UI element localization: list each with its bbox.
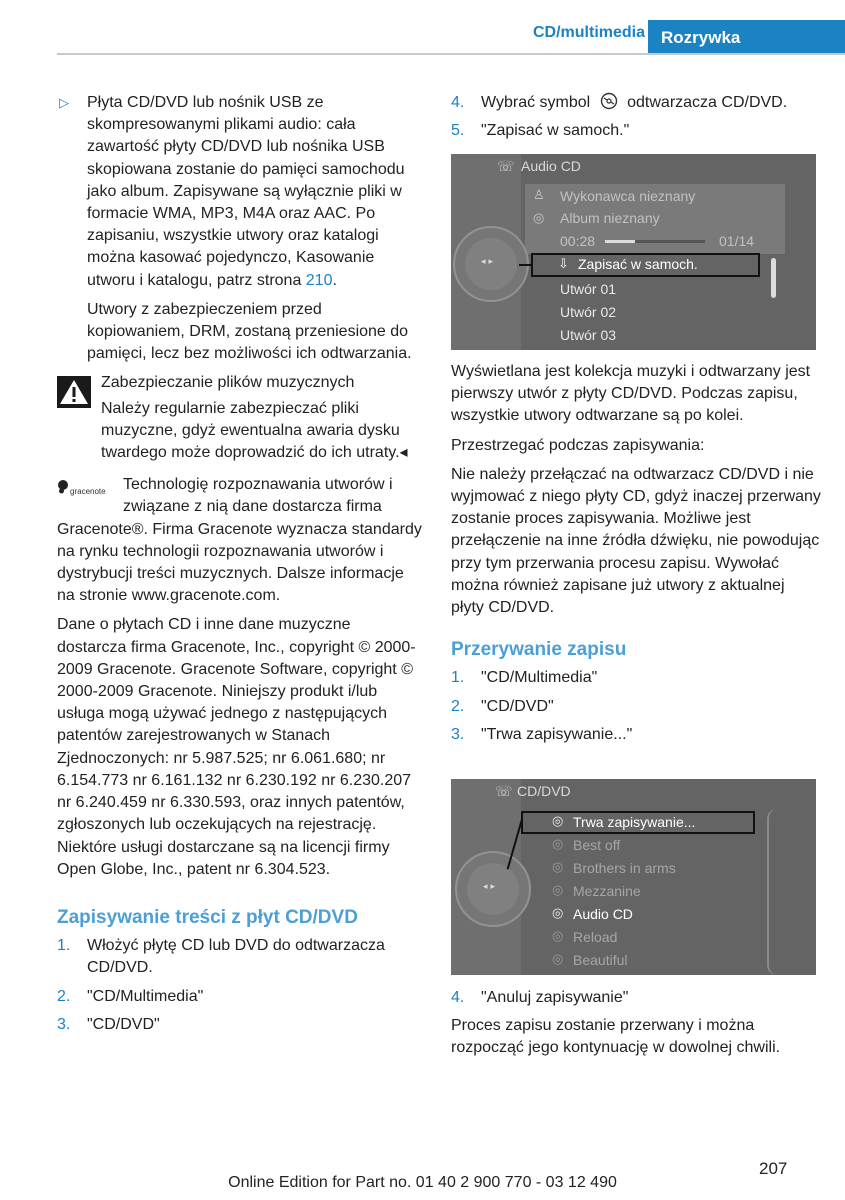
- controller-knob[interactable]: [455, 851, 531, 927]
- step-text: "CD/DVD": [87, 1015, 160, 1033]
- artist-label: Wykonawca nieznany: [560, 188, 696, 204]
- step-number: 5.: [451, 122, 465, 140]
- page-link[interactable]: 210: [305, 271, 333, 289]
- list-item: [451, 120, 821, 142]
- step-text: "CD/Multimedia": [87, 987, 204, 1005]
- save-to-car-icon: ⇩: [558, 256, 569, 271]
- step-number: 3.: [451, 725, 465, 743]
- album-icon: ◎: [533, 210, 545, 225]
- gracenote-block: [57, 474, 423, 607]
- section-heading-saving: Zapisywanie treści z płyt CD/DVD: [57, 906, 358, 928]
- track-counter: 01/14: [719, 233, 755, 249]
- page-number: 207: [759, 1159, 788, 1178]
- album-item[interactable]: Audio CD: [573, 906, 633, 922]
- paragraph: Proces zapisu zostanie przerwany i można rozpocząć jego kontynuację w dowolnej chwili.: [451, 1017, 781, 1057]
- step-number: 1.: [57, 937, 71, 955]
- step-text: "CD/DVD": [481, 697, 554, 715]
- cd-disc-icon: [599, 92, 619, 110]
- warning-text: Należy regularnie zabezpieczać pliki muzyczne, gdyż ewentualna awaria dysku twardego może doprowadzić do ich utraty.◂: [101, 399, 408, 462]
- step-number: 3.: [57, 1015, 71, 1033]
- list-item: [451, 667, 821, 689]
- bullet-text-end: .: [332, 271, 337, 289]
- step-number: 4.: [451, 989, 465, 1006]
- header-chapter-tab: Rozrywka: [648, 20, 845, 55]
- scrollbar[interactable]: [771, 258, 776, 298]
- warning-block: [57, 372, 423, 464]
- album-item[interactable]: Best off: [573, 837, 621, 853]
- disc-icon: ◎: [552, 836, 564, 851]
- track-item[interactable]: Utwór 02: [560, 304, 617, 320]
- drm-note: Utwory z zabezpieczeniem przed kopiowaniem, DRM, zostaną przeniesione do pamięci, lecz bez możliwości ich odtwarzania.: [87, 300, 412, 363]
- paragraph: Nie należy przełączać na odtwarzacz CD/DVD i nie wyjmować z niego płyty CD, gdyż inaczej przerwany zostanie proces zapisywania. Możliwe jest przełączenie na inne źródła dźwięku, nie powodując przy tym przerwania procesu zapisu. Wywołać można również zapisane już utwory z aktualnej płyty CD/DVD.: [451, 465, 821, 617]
- album-item[interactable]: Reload: [573, 929, 618, 945]
- disc-icon: ◎: [552, 859, 564, 874]
- bullet-text: Płyta CD/DVD lub nośnik USB ze skompresowanymi plikami audio: cała zawartość płyty CD/DVD lub nośnika USB skopiowana zostanie do pamięci samochodu jako album. Zapisywane są wyłącznie pliki w formacie WMA, MP3, M4A oraz AAC. Po zapisaniu, wszystkie utwory oraz katalogi można kasować pojedynczo, Kasowanie utworu i katalogu, patrz strona: [87, 94, 405, 289]
- disc-icon: ◎: [552, 905, 564, 920]
- screen-edge-arc: [767, 809, 779, 975]
- step-text: "Zapisać w samoch.": [481, 122, 630, 140]
- step-number: 1.: [451, 669, 465, 687]
- artist-icon: ♙: [533, 187, 545, 202]
- paragraph: Wyświetlana jest kolekcja muzyki i odtwarzany jest pierwszy utwór z płyty CD/DVD. Podczas zapisu, wszystkie utwory odtwarzane są po kolei.: [451, 363, 811, 425]
- warning-title: Zabezpieczanie plików muzycznych: [101, 374, 355, 392]
- copyright-text: Dane o płytach CD i inne dane muzyczne dostarcza firma Gracenote, Inc., copyright © 2000-2009 Gracenote. Gracenote Software, copyright © 2000-2009 Gracenote. Niniejszy produkt i/lub usługa mogą używać jednego z następujących patentów zarejestrowanych w Stanach Zjednoczonych: nr 5.987.525; nr 6.061.680; nr 6.154.773 nr 6.161.132 nr 6.230.192 nr 6.230.207 nr 6.240.459 nr 6.330.593, oraz innych patentów, zgłoszonych lub oczekujących na rejestrację. Niektóre usługi dostarczane są na licencji firmy Open Globe, Inc., patent nr 6.304.523.: [57, 616, 416, 878]
- track-item[interactable]: Utwór 03: [560, 327, 617, 343]
- step-text: Wybrać symbol: [481, 94, 591, 111]
- list-item: [451, 724, 821, 746]
- step-number: 2.: [57, 987, 71, 1005]
- idrive-screen-audio-cd: [451, 154, 816, 350]
- progress-fill: [605, 240, 635, 243]
- disc-icon: ◎: [552, 882, 564, 897]
- elapsed-time: 00:28: [560, 233, 596, 249]
- gracenote-logo: [57, 476, 117, 496]
- warning-icon: [57, 376, 91, 408]
- progress-track: [605, 240, 705, 243]
- right-column-middle: [451, 361, 821, 752]
- album-item[interactable]: Brothers in arms: [573, 860, 676, 876]
- disc-icon: ◎: [552, 928, 564, 943]
- screen-title: CD/DVD: [517, 783, 571, 799]
- header-divider: [57, 53, 845, 55]
- idrive-screen-cd-dvd: [451, 779, 816, 975]
- left-column: [57, 92, 423, 1042]
- right-column-bottom: [451, 987, 821, 1067]
- step-text: Włożyć płytę CD lub DVD do odtwarzacza CD/DVD.: [87, 937, 385, 977]
- right-column-top: [451, 92, 821, 148]
- knob-arrows-icon: ◂▸: [483, 881, 499, 891]
- screen-title: Audio CD: [521, 158, 581, 174]
- gracenote-logo-text: gracenote: [70, 487, 106, 497]
- track-item[interactable]: Utwór 01: [560, 281, 617, 297]
- list-item: [57, 1014, 423, 1036]
- album-item[interactable]: Beautiful: [573, 952, 628, 968]
- paragraph: Przestrzegać podczas zapisywania:: [451, 436, 705, 454]
- album-item[interactable]: Mezzanine: [573, 883, 641, 899]
- list-item: [57, 986, 423, 1008]
- controller-knob[interactable]: [453, 226, 529, 302]
- step-text: "Anuluj zapisywanie": [481, 989, 629, 1006]
- list-item: [57, 935, 423, 979]
- triangle-bullet-icon: ▷: [59, 95, 69, 110]
- step-text: "CD/Multimedia": [481, 669, 598, 687]
- list-item: [451, 696, 821, 718]
- album-label: Album nieznany: [560, 210, 660, 226]
- menu-item-save-to-car[interactable]: Zapisać w samoch.: [578, 256, 698, 272]
- list-item: [451, 987, 821, 1009]
- settings-icon: ☏: [495, 783, 513, 799]
- menu-item-saving[interactable]: Trwa zapisywanie...: [573, 814, 696, 830]
- settings-icon: ☏: [497, 158, 515, 174]
- disc-icon: ◎: [552, 951, 564, 966]
- knob-arrows-icon: ◂▸: [481, 256, 497, 266]
- bullet-item: [57, 92, 423, 292]
- step-number: 4.: [451, 94, 465, 111]
- gracenote-text: Technologię rozpoznawania utworów i związane z nią dane dostarcza firma Gracenote®. Firma Gracenote wyznacza standardy na rynku technologii rozpoznawania utworów i dystrybucji treści muzycznych. Dalsze informacje na stronie www.gracenote.com.: [57, 476, 422, 605]
- step-number: 2.: [451, 697, 465, 715]
- section-heading-interrupt: Przerywanie zapisu: [451, 639, 627, 661]
- list-item: [451, 92, 821, 114]
- step-text: "Trwa zapisywanie...": [481, 725, 633, 743]
- footer-text: Online Edition for Part no. 01 40 2 900 770 - 03 12 490: [228, 1174, 617, 1191]
- step-text-end: odtwarzacza CD/DVD.: [627, 94, 788, 111]
- disc-icon: ◎: [552, 813, 564, 828]
- header-section-title: CD/multimedia: [532, 24, 645, 41]
